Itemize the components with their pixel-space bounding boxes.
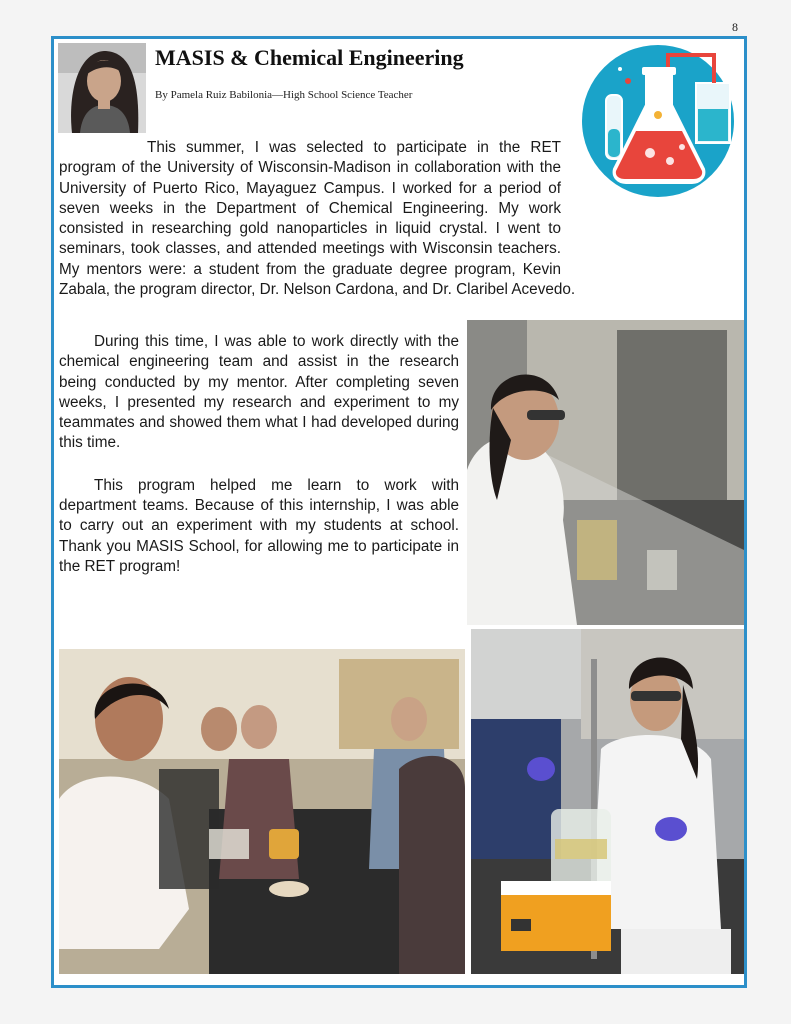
article-title: MASIS & Chemical Engineering xyxy=(155,45,464,70)
lab-photo-stirring xyxy=(471,629,744,974)
lab-photo-teachers xyxy=(59,649,465,974)
page-number: 8 xyxy=(732,20,738,34)
article-body-intro xyxy=(59,138,739,300)
paragraph-2: During this time, I was able to work directly with the chemical engineering team and assist in the research being conducted by my mentor. After completing seven weeks, I presented my research and experiment to my teammates and showed them what I had developed during this time. xyxy=(59,333,459,452)
paragraph-1: This summer, I was selected to participate in the RET program of the University of Wisconsin-Madison in collaboration with the University of Puerto Rico, Mayaguez Campus. I worked for a period of seven weeks in the Department of Chemical Engineering. My work consisted in researching gold nanoparticles in liquid crystal. I went to seminars, took classes, and attended meetings with Wisconsin teachers. My mentors were: a student from the graduate degree program, Kevin Zabala, the program director, Dr. Nelson Cardona, and Dr. Claribel Acevedo. xyxy=(59,139,576,299)
author-photo xyxy=(58,43,146,133)
lab-photo-fume-hood xyxy=(467,320,744,625)
article-body-column xyxy=(59,332,459,577)
paragraph-3: This program helped me learn to work with department teams. Because of this internship, I was able to carry out an experiment with my students at school. Thank you MASIS School, for allowing me to participate in the RET program! xyxy=(59,476,459,575)
article-frame xyxy=(51,36,747,988)
article-byline: By Pamela Ruiz Babilonia—High School Science Teacher xyxy=(155,89,413,101)
flask-text-wrap xyxy=(561,138,739,260)
